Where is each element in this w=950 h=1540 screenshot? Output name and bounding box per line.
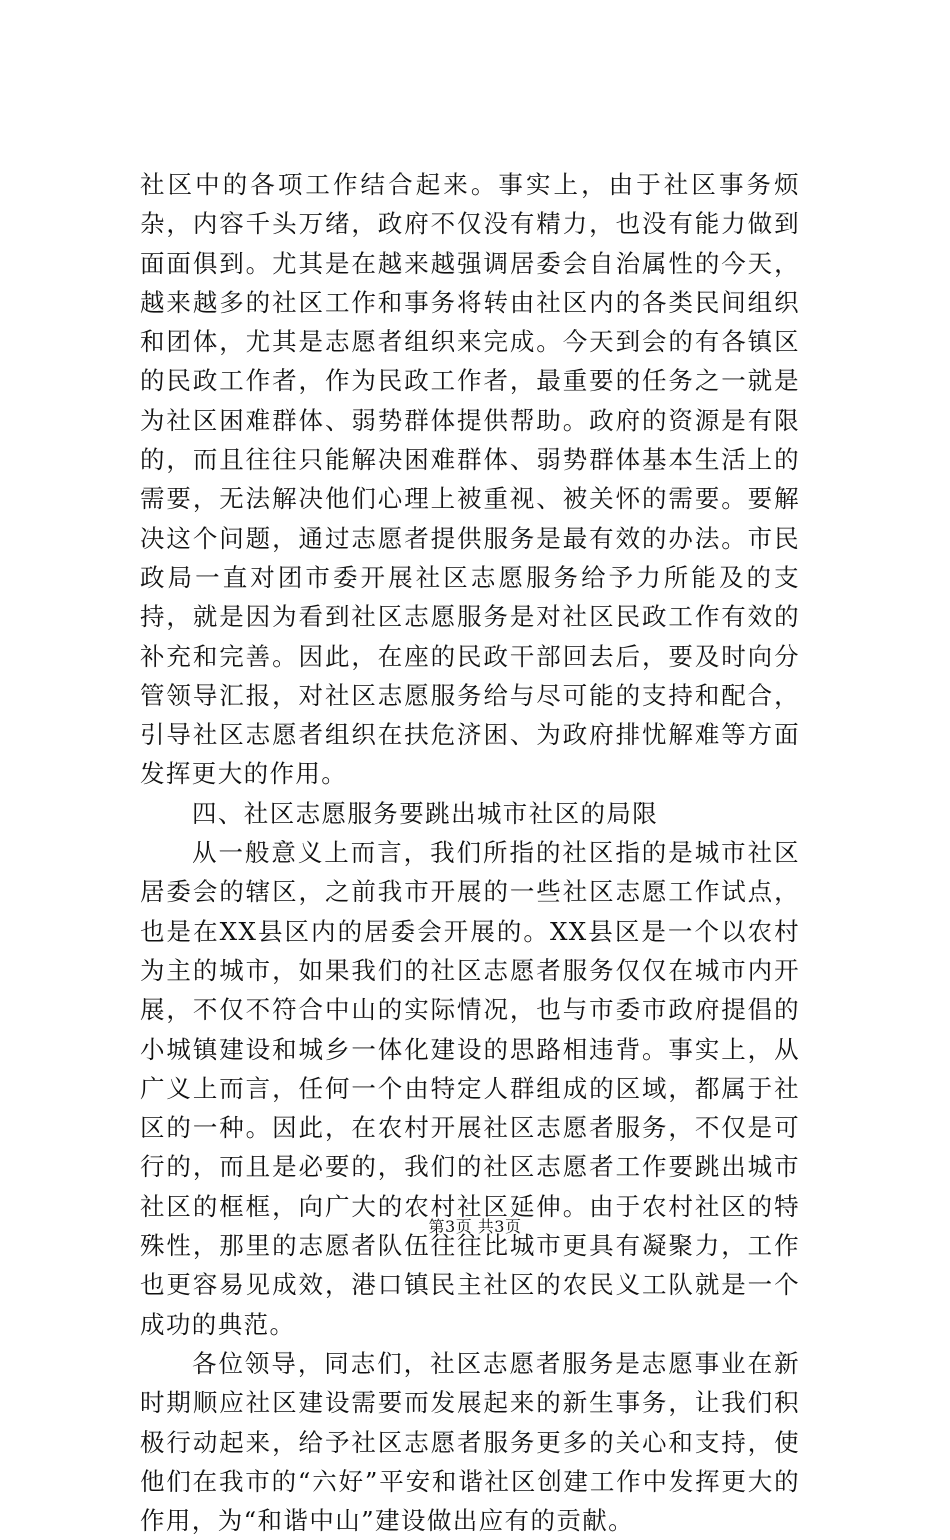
page-number-footer: 第3页 共3页 [428,1217,522,1236]
paragraph-continuation: 社区中的各项工作结合起来。事实上，由于社区事务烦杂，内容千头万绪，政府不仅没有精力，也没有能力做到面面俱到。尤其是在越来越强调居委会自治属性的今天，越来越多的社区工作和事务将转由社区内的各类民间组织和团体，尤其是志愿者组织来完成。今天到会的有各镇区的民政工作者，作为民政工作者，最重要的任务之一就是为社区困难群体、弱势群体提供帮助。政府的资源是有限的，而且往往只能解决困难群体、弱势群体基本生活上的需要，无法解决他们心理上被重视、被关怀的需要。要解决这个问题，通过志愿者提供服务是最有效的办法。市民政局一直对团市委开展社区志愿服务给予力所能及的支持，就是因为看到社区志愿服务是对社区民政工作有效的补充和完善。因此，在座的民政干部回去后，要及时向分管领导汇报，对社区志愿服务给与尽可能的支持和配合，引导社区志愿者组织在扶危济困、为政府排忧解难等方面发挥更大的作用。 [140,170,800,789]
paragraph-rural-community: 从一般意义上而言，我们所指的社区指的是城市社区居委会的辖区，之前我市开展的一些社区志愿工作试点，也是在XX县区内的居委会开展的。XX县区是一个以农村为主的城市，如果我们的社区志愿者服务仅仅在城市内开展，不仅不符合中山的实际情况，也与市委市政府提倡的小城镇建设和城乡一体化建设的思路相违背。事实上，从广义上而言，任何一个由特定人群组成的区域，都属于社区的一种。因此，在农村开展社区志愿者服务，不仅是可行的，而且是必要的，我们的社区志愿者工作要跳出城市社区的框框，向广大的农村社区延伸。由于农村社区的特殊性，那里的志愿者队伍往往比城市更具有凝聚力，工作也更容易见成效，港口镇民主社区的农民义工队就是一个成功的典范。 [140,838,800,1339]
section-heading-4: 四、社区志愿服务要跳出城市社区的局限 [192,798,659,828]
document-body [140,165,800,1540]
paragraph-closing: 各位领导，同志们，社区志愿者服务是志愿事业在新时期顺应社区建设需要而发展起来的新生事务，让我们积极行动起来，给予社区志愿者服务更多的关心和支持，使他们在我市的“六好”平安和谐社区创建工作中发挥更大的作用，为“和谐中山”建设做出应有的贡献。 [140,1348,800,1536]
